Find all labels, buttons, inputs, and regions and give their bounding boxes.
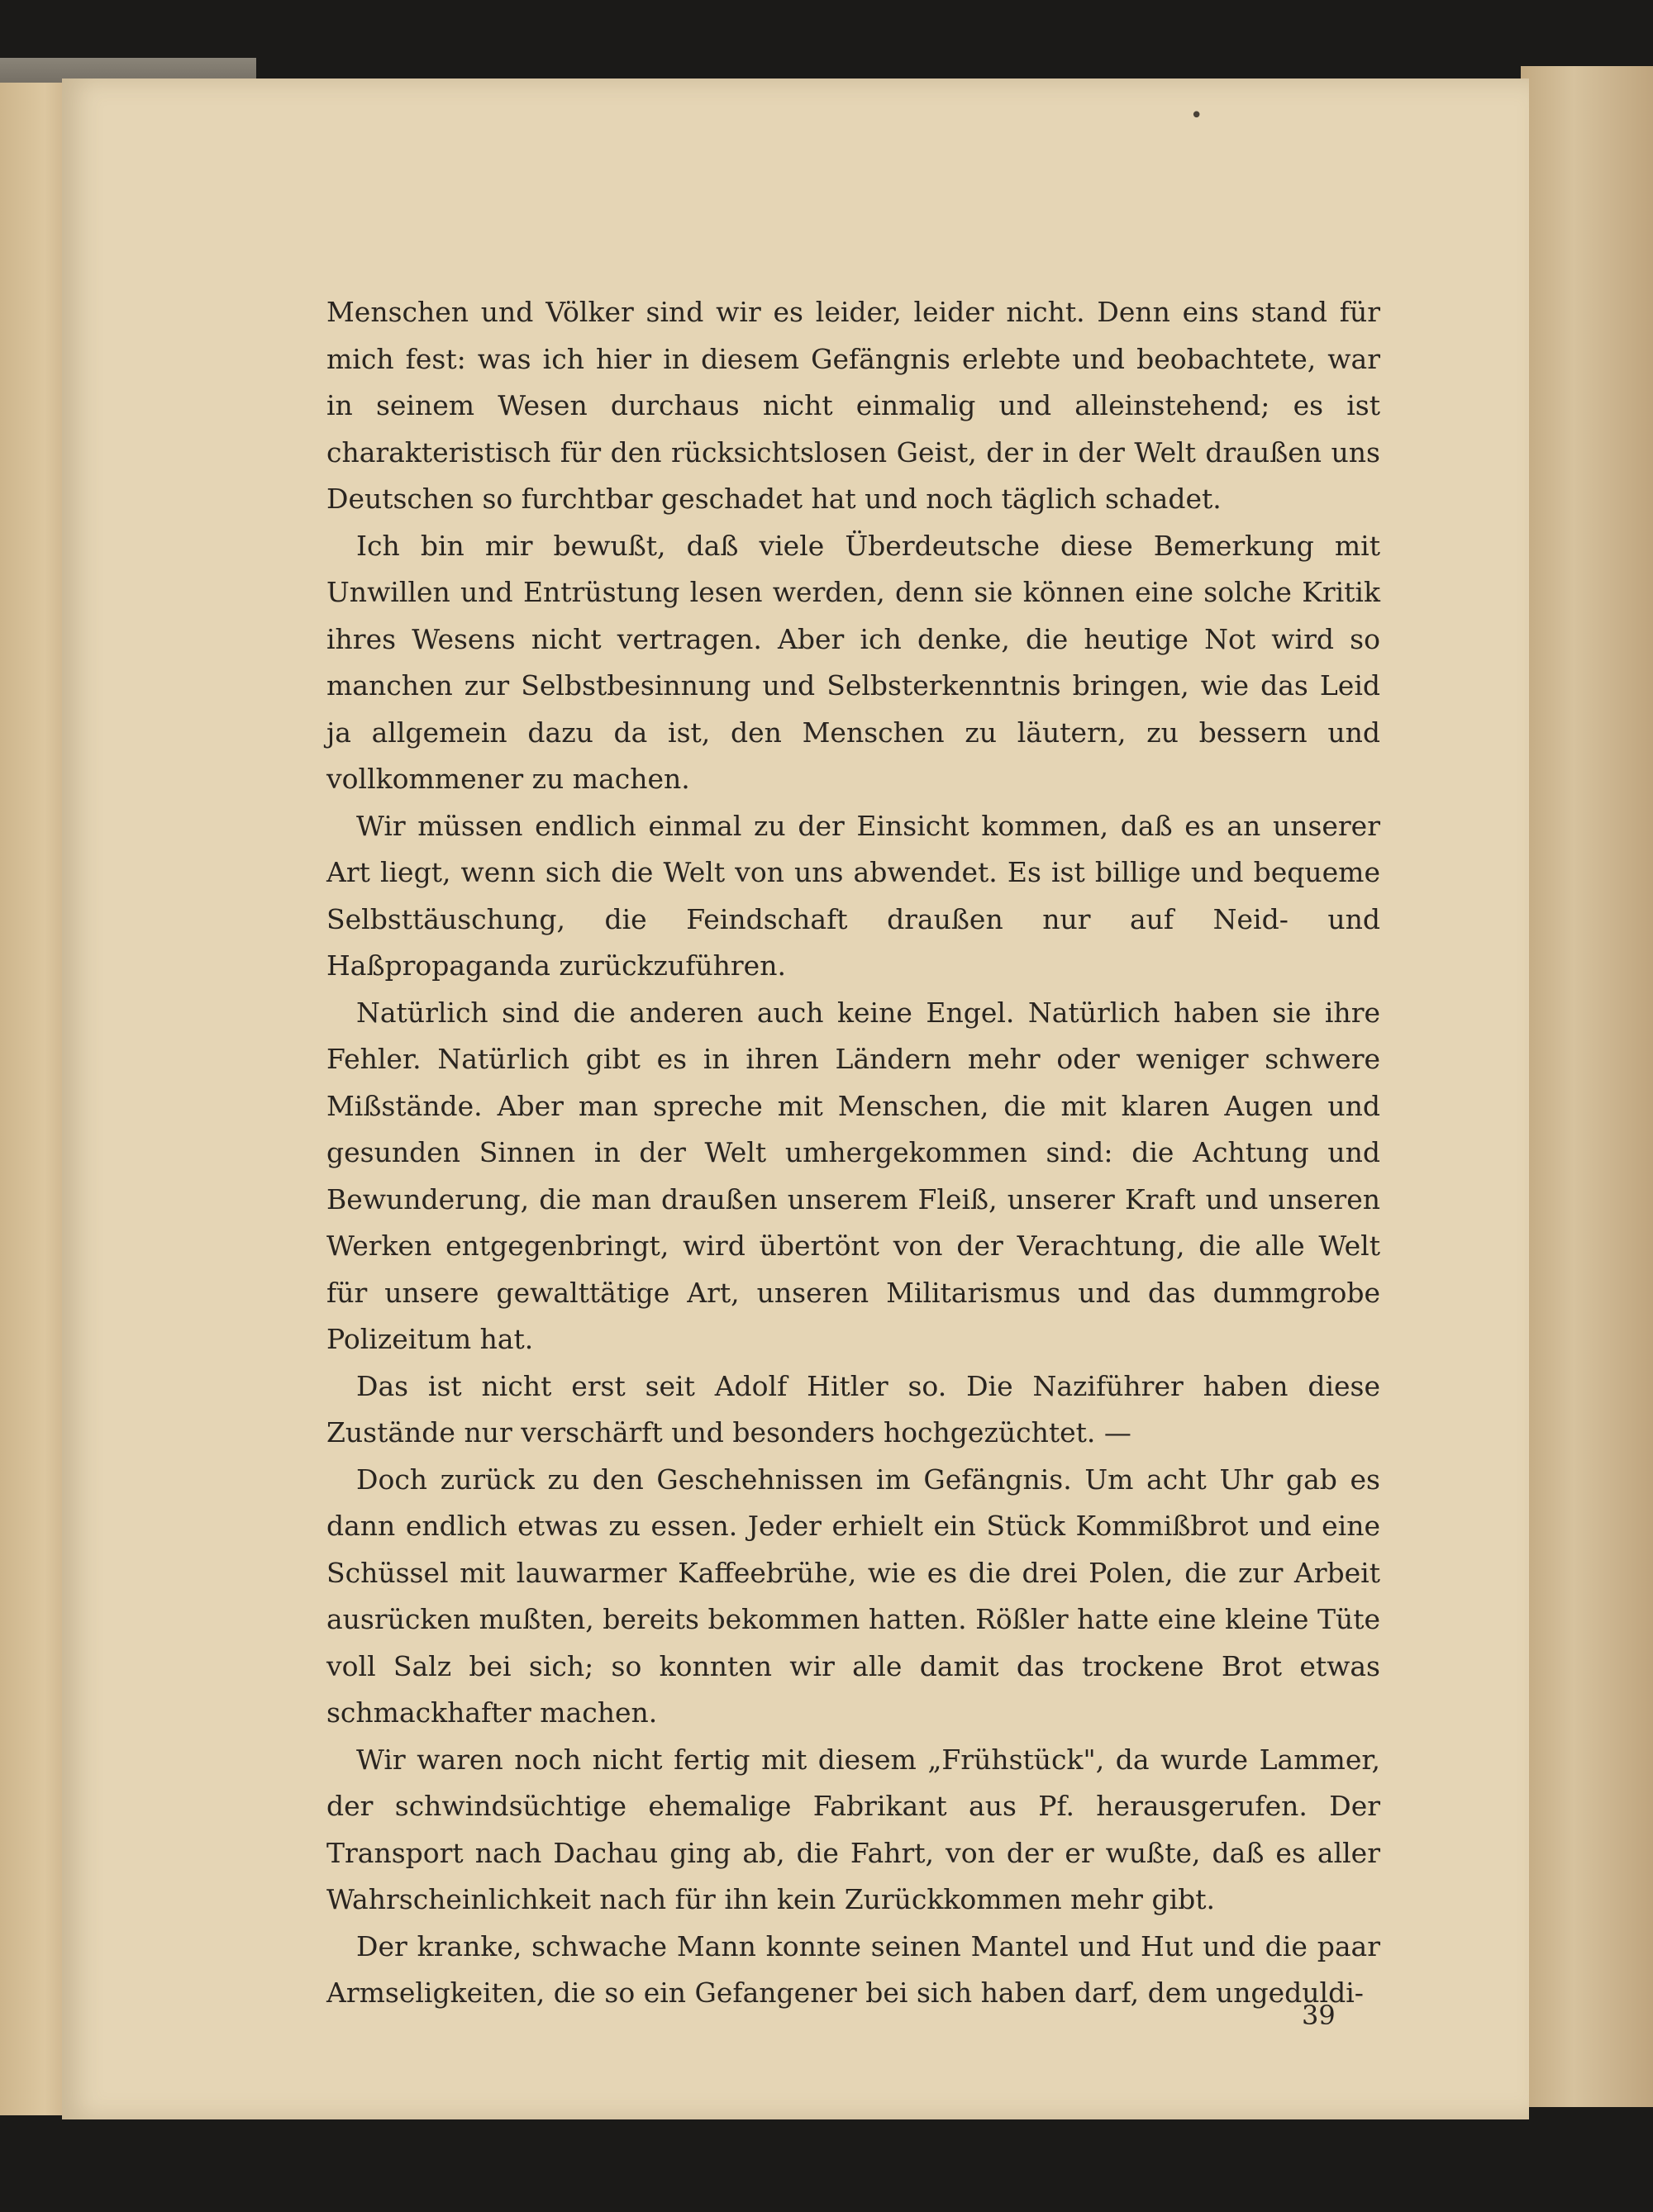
page-number: 39 xyxy=(1302,2000,1336,2031)
right-page-stack xyxy=(1521,66,1653,2107)
body-paragraph: Menschen und Völker sind wir es leider, leider nicht. Denn eins stand für mich fest: was ich hier in diesem Gefängnis erlebte und beobachtete, war in seinem Wesen durchaus nicht einmalig und alleinstehend; es ist charakteristisch für den rücksichtslosen Geist, der in der Welt draußen uns Deutschen so furchtbar geschadet hat und noch täglich schadet. xyxy=(326,296,1380,515)
page-text-block xyxy=(326,289,1380,2017)
body-paragraph: Doch zurück zu den Geschehnissen im Gefängnis. Um acht Uhr gab es dann endlich etwas zu essen. Jeder erhielt ein Stück Kommißbrot und eine Schüssel mit lauwarmer Kaffeebrühe, wie es die drei Polen, die zur Arbeit ausrücken mußten, bereits bekommen hatten. Rößler hatte eine kleine Tüte voll Salz bei sich; so konnten wir alle damit das trockene Brot etwas schmackhafter machen. xyxy=(326,1463,1380,1729)
body-paragraph: Natürlich sind die anderen auch keine Engel. Natürlich haben sie ihre Fehler. Natürlich gibt es in ihren Ländern mehr oder weniger schwere Mißstände. Aber man spreche mit Menschen, die mit klaren Augen und gesunden Sinnen in der Welt umhergekommen sind: die Achtung und Bewunderung, die man draußen unserem Fleiß, unserer Kraft und unseren Werken entgegenbringt, wird übertönt von der Verachtung, die alle Welt für unsere gewalttätige Art, unseren Militarismus und das dummgrobe Polizeitum hat. xyxy=(326,996,1380,1355)
body-paragraph: Wir waren noch nicht fertig mit diesem „Frühstück", da wurde Lammer, der schwindsüchtige ehemalige Fabrikant aus Pf. herausgerufen. Der Transport nach Dachau ging ab, die Fahrt, von der er wußte, daß es aller Wahrscheinlichkeit nach für ihn kein Zurückkommen mehr gibt. xyxy=(326,1743,1380,1915)
body-paragraph: Ich bin mir bewußt, daß viele Überdeutsche diese Bemerkung mit Unwillen und Entrüstung lesen werden, denn sie können eine solche Kritik ihres Wesens nicht vertragen. Aber ich denke, die heutige Not wird so manchen zur Selbstbesinnung und Selbsterkenntnis bringen, wie das Leid ja allgemein dazu da ist, den Menschen zu läutern, zu bessern und vollkommener zu machen. xyxy=(326,529,1380,795)
body-paragraph: Der kranke, schwache Mann konnte seinen Mantel und Hut und die paar Armseligkeiten, die so ein Gefangener bei sich haben darf, dem ungeduldi- xyxy=(326,1929,1380,2009)
book-page xyxy=(62,78,1529,2119)
body-paragraph: Das ist nicht erst seit Adolf Hitler so. Die Naziführer haben diese Zustände nur verschärft und besonders hochgezüchtet. — xyxy=(326,1369,1380,1449)
ink-speck: • xyxy=(1190,103,1203,128)
body-paragraph: Wir müssen endlich einmal zu der Einsicht kommen, daß es an unserer Art liegt, wenn sich die Welt von uns abwendet. Es ist billige und bequeme Selbsttäuschung, die Feindschaft draußen nur auf Neid- und Haßpropaganda zurückzuführen. xyxy=(326,809,1380,982)
